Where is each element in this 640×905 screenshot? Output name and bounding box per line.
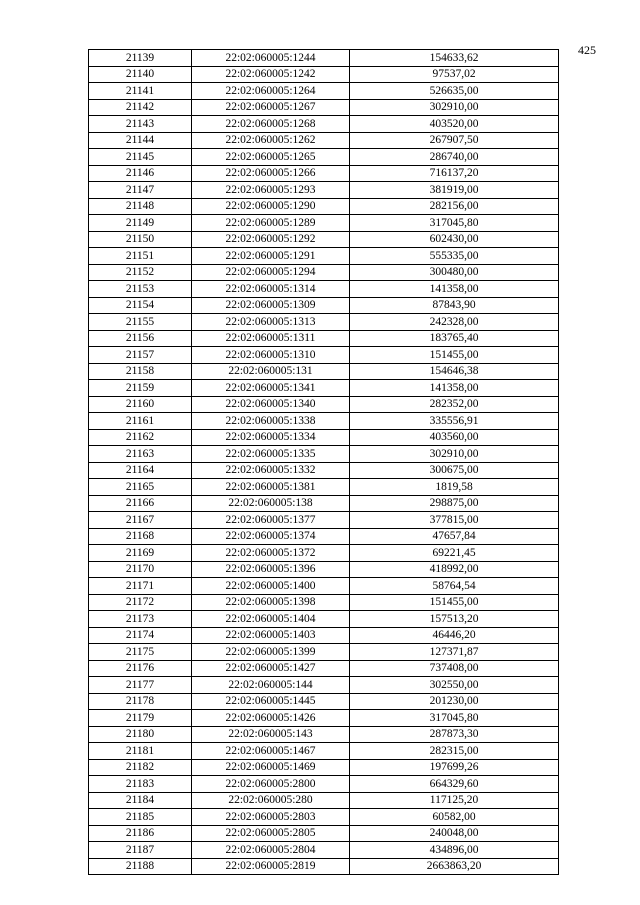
- table-row: [89, 842, 559, 859]
- cadastral-number-cell: 22:02:060005:1313: [192, 314, 350, 331]
- table-row: [89, 776, 559, 793]
- cadastral-value-cell: 201230,00: [350, 693, 559, 710]
- cadastral-value-cell: 141358,00: [350, 380, 559, 397]
- table-row: [89, 809, 559, 826]
- row-number-cell: 21149: [89, 215, 192, 232]
- table-row: [89, 330, 559, 347]
- cadastral-number-cell: 22:02:060005:1242: [192, 66, 350, 83]
- cadastral-value-cell: 286740,00: [350, 149, 559, 166]
- row-number-cell: 21155: [89, 314, 192, 331]
- table-row: [89, 413, 559, 430]
- cadastral-value-cell: 300675,00: [350, 462, 559, 479]
- row-number-cell: 21142: [89, 99, 192, 116]
- row-number-cell: 21140: [89, 66, 192, 83]
- row-number-cell: 21141: [89, 83, 192, 100]
- row-number-cell: 21181: [89, 743, 192, 760]
- row-number-cell: 21166: [89, 495, 192, 512]
- cadastral-value-cell: 151455,00: [350, 347, 559, 364]
- table-row: [89, 710, 559, 727]
- cadastral-value-cell: 302910,00: [350, 99, 559, 116]
- cadastral-number-cell: 22:02:060005:1445: [192, 693, 350, 710]
- cadastral-value-cell: 2663863,20: [350, 858, 559, 875]
- row-number-cell: 21184: [89, 792, 192, 809]
- cadastral-value-cell: 127371,87: [350, 644, 559, 661]
- cadastral-number-cell: 22:02:060005:1334: [192, 429, 350, 446]
- table-row: [89, 231, 559, 248]
- cadastral-value-cell: 317045,80: [350, 710, 559, 727]
- cadastral-value-cell: 298875,00: [350, 495, 559, 512]
- cadastral-number-cell: 22:02:060005:1290: [192, 198, 350, 215]
- row-number-cell: 21185: [89, 809, 192, 826]
- cadastral-value-cell: 302910,00: [350, 446, 559, 463]
- table-row: [89, 825, 559, 842]
- cadastral-value-cell: 87843,90: [350, 297, 559, 314]
- cadastral-value-cell: 526635,00: [350, 83, 559, 100]
- row-number-cell: 21182: [89, 759, 192, 776]
- cadastral-value-cell: 282156,00: [350, 198, 559, 215]
- table-row: [89, 627, 559, 644]
- row-number-cell: 21171: [89, 578, 192, 595]
- row-number-cell: 21162: [89, 429, 192, 446]
- row-number-cell: 21173: [89, 611, 192, 628]
- row-number-cell: 21175: [89, 644, 192, 661]
- cadastral-value-cell: 97537,02: [350, 66, 559, 83]
- cadastral-number-cell: 22:02:060005:1314: [192, 281, 350, 298]
- table-row: [89, 380, 559, 397]
- table-row: [89, 429, 559, 446]
- cadastral-number-cell: 22:02:060005:2803: [192, 809, 350, 826]
- row-number-cell: 21157: [89, 347, 192, 364]
- row-number-cell: 21153: [89, 281, 192, 298]
- cadastral-number-cell: 22:02:060005:1293: [192, 182, 350, 199]
- table-row: [89, 594, 559, 611]
- cadastral-number-cell: 22:02:060005:1291: [192, 248, 350, 265]
- cadastral-value-cell: 197699,26: [350, 759, 559, 776]
- cadastral-number-cell: 22:02:060005:1427: [192, 660, 350, 677]
- table-row: [89, 495, 559, 512]
- cadastral-number-cell: 22:02:060005:1265: [192, 149, 350, 166]
- table-row: [89, 83, 559, 100]
- cadastral-number-cell: 22:02:060005:1469: [192, 759, 350, 776]
- table-row: [89, 561, 559, 578]
- cadastral-number-cell: 22:02:060005:1332: [192, 462, 350, 479]
- cadastral-value-cell: 664329,60: [350, 776, 559, 793]
- cadastral-number-cell: 22:02:060005:1403: [192, 627, 350, 644]
- cadastral-value-cell: 151455,00: [350, 594, 559, 611]
- row-number-cell: 21178: [89, 693, 192, 710]
- table-row: [89, 693, 559, 710]
- row-number-cell: 21177: [89, 677, 192, 694]
- cadastral-value-cell: 46446,20: [350, 627, 559, 644]
- row-number-cell: 21145: [89, 149, 192, 166]
- table-row: [89, 479, 559, 496]
- cadastral-number-cell: 22:02:060005:1341: [192, 380, 350, 397]
- row-number-cell: 21165: [89, 479, 192, 496]
- table-row: [89, 198, 559, 215]
- cadastral-number-cell: 22:02:060005:1374: [192, 528, 350, 545]
- table-row: [89, 363, 559, 380]
- cadastral-value-cell: 154646,38: [350, 363, 559, 380]
- cadastral-value-cell: 434896,00: [350, 842, 559, 859]
- table-row: [89, 50, 559, 67]
- row-number-cell: 21183: [89, 776, 192, 793]
- cadastral-value-cell: 154633,62: [350, 50, 559, 67]
- table-row: [89, 644, 559, 661]
- table-row: [89, 396, 559, 413]
- table-row: [89, 116, 559, 133]
- cadastral-number-cell: 22:02:060005:1292: [192, 231, 350, 248]
- row-number-cell: 21161: [89, 413, 192, 430]
- row-number-cell: 21168: [89, 528, 192, 545]
- table-row: [89, 792, 559, 809]
- row-number-cell: 21186: [89, 825, 192, 842]
- cadastral-number-cell: 22:02:060005:1335: [192, 446, 350, 463]
- row-number-cell: 21156: [89, 330, 192, 347]
- row-number-cell: 21158: [89, 363, 192, 380]
- cadastral-value-cell: 317045,80: [350, 215, 559, 232]
- row-number-cell: 21169: [89, 545, 192, 562]
- table-row: [89, 66, 559, 83]
- row-number-cell: 21187: [89, 842, 192, 859]
- cadastral-value-cell: 267907,50: [350, 132, 559, 149]
- row-number-cell: 21179: [89, 710, 192, 727]
- row-number-cell: 21180: [89, 726, 192, 743]
- table-row: [89, 215, 559, 232]
- cadastral-number-cell: 22:02:060005:1262: [192, 132, 350, 149]
- table-row: [89, 726, 559, 743]
- row-number-cell: 21188: [89, 858, 192, 875]
- cadastral-value-cell: 300480,00: [350, 264, 559, 281]
- cadastral-value-cell: 403520,00: [350, 116, 559, 133]
- row-number-cell: 21172: [89, 594, 192, 611]
- cadastral-value-cell: 157513,20: [350, 611, 559, 628]
- cadastral-number-cell: 22:02:060005:1266: [192, 165, 350, 182]
- cadastral-number-cell: 22:02:060005:2800: [192, 776, 350, 793]
- cadastral-number-cell: 22:02:060005:280: [192, 792, 350, 809]
- table-row: [89, 858, 559, 875]
- cadastral-number-cell: 22:02:060005:1309: [192, 297, 350, 314]
- cadastral-number-cell: 22:02:060005:1400: [192, 578, 350, 595]
- row-number-cell: 21152: [89, 264, 192, 281]
- cadastral-number-cell: 22:02:060005:1426: [192, 710, 350, 727]
- cadastral-value-cell: 287873,30: [350, 726, 559, 743]
- cadastral-number-cell: 22:02:060005:1467: [192, 743, 350, 760]
- cadastral-value-cell: 282315,00: [350, 743, 559, 760]
- cadastral-value-cell: 716137,20: [350, 165, 559, 182]
- table-row: [89, 182, 559, 199]
- cadastral-number-cell: 22:02:060005:1267: [192, 99, 350, 116]
- cadastral-value-cell: 302550,00: [350, 677, 559, 694]
- table-row: [89, 248, 559, 265]
- cadastral-number-cell: 22:02:060005:143: [192, 726, 350, 743]
- cadastral-number-cell: 22:02:060005:1338: [192, 413, 350, 430]
- cadastral-value-cell: 47657,84: [350, 528, 559, 545]
- cadastral-value-cell: 117125,20: [350, 792, 559, 809]
- table-body: [89, 50, 559, 875]
- table-row: [89, 462, 559, 479]
- cadastral-number-cell: 22:02:060005:2804: [192, 842, 350, 859]
- cadastral-number-cell: 22:02:060005:1404: [192, 611, 350, 628]
- cadastral-number-cell: 22:02:060005:1268: [192, 116, 350, 133]
- cadastral-number-cell: 22:02:060005:1311: [192, 330, 350, 347]
- cadastral-number-cell: 22:02:060005:1381: [192, 479, 350, 496]
- cadastral-value-cell: 183765,40: [350, 330, 559, 347]
- cadastral-number-cell: 22:02:060005:1396: [192, 561, 350, 578]
- row-number-cell: 21154: [89, 297, 192, 314]
- cadastral-value-cell: 737408,00: [350, 660, 559, 677]
- table-row: [89, 165, 559, 182]
- row-number-cell: 21170: [89, 561, 192, 578]
- cadastral-number-cell: 22:02:060005:1264: [192, 83, 350, 100]
- cadastral-value-cell: 242328,00: [350, 314, 559, 331]
- cadastral-number-cell: 22:02:060005:1399: [192, 644, 350, 661]
- row-number-cell: 21160: [89, 396, 192, 413]
- row-number-cell: 21146: [89, 165, 192, 182]
- row-number-cell: 21151: [89, 248, 192, 265]
- table-row: [89, 545, 559, 562]
- cadastral-value-cell: 58764,54: [350, 578, 559, 595]
- cadastral-number-cell: 22:02:060005:1372: [192, 545, 350, 562]
- row-number-cell: 21159: [89, 380, 192, 397]
- table-row: [89, 578, 559, 595]
- table-row: [89, 99, 559, 116]
- row-number-cell: 21139: [89, 50, 192, 67]
- row-number-cell: 21174: [89, 627, 192, 644]
- table-row: [89, 446, 559, 463]
- cadastral-value-cell: 1819,58: [350, 479, 559, 496]
- cadastral-value-cell: 69221,45: [350, 545, 559, 562]
- table-row: [89, 149, 559, 166]
- cadastral-number-cell: 22:02:060005:1294: [192, 264, 350, 281]
- table-row: [89, 660, 559, 677]
- cadastral-value-cell: 240048,00: [350, 825, 559, 842]
- cadastral-value-table: [88, 49, 559, 875]
- table-row: [89, 677, 559, 694]
- row-number-cell: 21144: [89, 132, 192, 149]
- cadastral-number-cell: 22:02:060005:2819: [192, 858, 350, 875]
- cadastral-value-cell: 602430,00: [350, 231, 559, 248]
- table-row: [89, 281, 559, 298]
- table-row: [89, 743, 559, 760]
- table-row: [89, 314, 559, 331]
- page-number: 425: [578, 43, 596, 57]
- row-number-cell: 21147: [89, 182, 192, 199]
- cadastral-value-cell: 335556,91: [350, 413, 559, 430]
- table-row: [89, 264, 559, 281]
- cadastral-number-cell: 22:02:060005:138: [192, 495, 350, 512]
- cadastral-value-cell: 141358,00: [350, 281, 559, 298]
- cadastral-value-cell: 377815,00: [350, 512, 559, 529]
- cadastral-value-cell: 418992,00: [350, 561, 559, 578]
- cadastral-value-cell: 381919,00: [350, 182, 559, 199]
- cadastral-number-cell: 22:02:060005:1340: [192, 396, 350, 413]
- table-row: [89, 611, 559, 628]
- cadastral-number-cell: 22:02:060005:1310: [192, 347, 350, 364]
- table-row: [89, 512, 559, 529]
- cadastral-value-cell: 403560,00: [350, 429, 559, 446]
- cadastral-value-cell: 555335,00: [350, 248, 559, 265]
- cadastral-value-cell: 282352,00: [350, 396, 559, 413]
- cadastral-number-cell: 22:02:060005:131: [192, 363, 350, 380]
- cadastral-number-cell: 22:02:060005:1377: [192, 512, 350, 529]
- cadastral-number-cell: 22:02:060005:1289: [192, 215, 350, 232]
- row-number-cell: 21143: [89, 116, 192, 133]
- cadastral-number-cell: 22:02:060005:2805: [192, 825, 350, 842]
- row-number-cell: 21163: [89, 446, 192, 463]
- row-number-cell: 21176: [89, 660, 192, 677]
- table-row: [89, 347, 559, 364]
- row-number-cell: 21148: [89, 198, 192, 215]
- cadastral-number-cell: 22:02:060005:144: [192, 677, 350, 694]
- cadastral-number-cell: 22:02:060005:1244: [192, 50, 350, 67]
- row-number-cell: 21150: [89, 231, 192, 248]
- table-row: [89, 759, 559, 776]
- cadastral-value-cell: 60582,00: [350, 809, 559, 826]
- cadastral-number-cell: 22:02:060005:1398: [192, 594, 350, 611]
- table-row: [89, 132, 559, 149]
- row-number-cell: 21167: [89, 512, 192, 529]
- table-row: [89, 297, 559, 314]
- row-number-cell: 21164: [89, 462, 192, 479]
- table-row: [89, 528, 559, 545]
